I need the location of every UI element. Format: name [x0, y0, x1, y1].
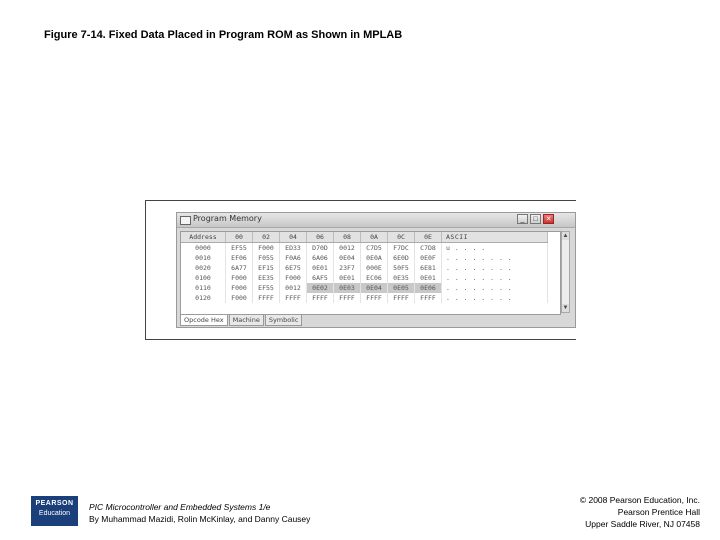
- ascii-cell[interactable]: . . . . . . . .: [442, 273, 548, 283]
- data-cell[interactable]: 0E01: [415, 273, 442, 283]
- data-cell[interactable]: 0E04: [334, 253, 361, 263]
- data-cell[interactable]: F000: [226, 283, 253, 293]
- table-row[interactable]: [181, 263, 548, 273]
- screenshot-frame: [145, 200, 576, 340]
- window-app-icon: [180, 216, 191, 225]
- data-cell[interactable]: EF55: [253, 283, 280, 293]
- copyright-line: © 2008 Pearson Education, Inc.: [579, 495, 700, 505]
- minimize-button[interactable]: _: [517, 214, 528, 224]
- window-titlebar[interactable]: [177, 213, 575, 228]
- data-cell[interactable]: F0A6: [280, 253, 307, 263]
- copyright-line: Pearson Prentice Hall: [617, 507, 700, 517]
- data-cell[interactable]: F055: [253, 253, 280, 263]
- data-cell-highlighted[interactable]: 0E05: [388, 283, 415, 293]
- data-cell[interactable]: FFFF: [307, 293, 334, 303]
- ascii-cell[interactable]: . . . . . . . .: [442, 293, 548, 303]
- data-cell[interactable]: EF15: [253, 263, 280, 273]
- data-cell[interactable]: 0012: [280, 283, 307, 293]
- data-cell[interactable]: 6A77: [226, 263, 253, 273]
- table-row[interactable]: [181, 243, 548, 254]
- data-cell[interactable]: FFFF: [361, 293, 388, 303]
- column-header[interactable]: 06: [307, 232, 334, 243]
- data-cell-highlighted[interactable]: 0E06: [415, 283, 442, 293]
- data-cell[interactable]: FFFF: [280, 293, 307, 303]
- column-header-address[interactable]: Address: [181, 232, 226, 243]
- column-header[interactable]: 0A: [361, 232, 388, 243]
- data-cell[interactable]: 6A06: [307, 253, 334, 263]
- copyright-notice: [580, 494, 700, 530]
- maximize-button[interactable]: □: [530, 214, 541, 224]
- data-cell[interactable]: 50F5: [388, 263, 415, 273]
- address-cell[interactable]: 0000: [181, 243, 226, 254]
- data-cell[interactable]: F7DC: [388, 243, 415, 254]
- address-cell[interactable]: 0100: [181, 273, 226, 283]
- data-cell[interactable]: F000: [280, 273, 307, 283]
- data-cell[interactable]: FFFF: [415, 293, 442, 303]
- book-authors: By Muhammad Mazidi, Rolin McKinlay, and Danny Causey: [89, 514, 311, 524]
- data-cell[interactable]: ED33: [280, 243, 307, 254]
- data-cell[interactable]: 0012: [334, 243, 361, 254]
- view-tabs: [180, 315, 303, 326]
- ascii-cell[interactable]: . . . . . . . .: [442, 263, 548, 273]
- program-memory-window: [176, 212, 576, 328]
- data-cell[interactable]: 0E35: [388, 273, 415, 283]
- address-cell[interactable]: 0020: [181, 263, 226, 273]
- table-row[interactable]: [181, 283, 548, 293]
- column-header[interactable]: 00: [226, 232, 253, 243]
- column-header-ascii[interactable]: ASCII: [442, 232, 548, 243]
- data-cell[interactable]: 0E0F: [415, 253, 442, 263]
- data-cell[interactable]: C7D8: [415, 243, 442, 254]
- book-title: PIC Microcontroller and Embedded Systems 1/e: [89, 502, 271, 512]
- logo-wordmark: PEARSON: [35, 500, 74, 507]
- data-cell[interactable]: 23F7: [334, 263, 361, 273]
- table-row[interactable]: [181, 273, 548, 283]
- table-row[interactable]: [181, 253, 548, 263]
- column-header[interactable]: 02: [253, 232, 280, 243]
- column-header[interactable]: 0C: [388, 232, 415, 243]
- address-cell[interactable]: 0120: [181, 293, 226, 303]
- logo-subtext: Education: [38, 510, 71, 517]
- data-cell[interactable]: 0E01: [307, 263, 334, 273]
- ascii-cell[interactable]: . . . . . . . .: [442, 283, 548, 293]
- window-title: Program Memory: [193, 214, 262, 223]
- column-header[interactable]: 04: [280, 232, 307, 243]
- copyright-line: Upper Saddle River, NJ 07458: [585, 519, 700, 529]
- tab-symbolic[interactable]: Symbolic: [265, 315, 303, 326]
- data-cell[interactable]: FFFF: [388, 293, 415, 303]
- pearson-logo: [31, 496, 78, 526]
- data-cell[interactable]: EE35: [253, 273, 280, 283]
- scroll-up-icon[interactable]: ▲: [562, 233, 569, 239]
- data-cell[interactable]: 0E0A: [361, 253, 388, 263]
- data-cell[interactable]: 6AF5: [307, 273, 334, 283]
- tab-machine[interactable]: Machine: [229, 315, 264, 326]
- data-cell[interactable]: 0E01: [334, 273, 361, 283]
- close-button[interactable]: ✕: [543, 214, 554, 224]
- ascii-cell[interactable]: u . . . .: [442, 243, 548, 254]
- data-cell[interactable]: FFFF: [334, 293, 361, 303]
- data-cell[interactable]: F000: [226, 273, 253, 283]
- slide-title: Figure 7-14. Fixed Data Placed in Program ROM as Shown in MPLAB: [44, 29, 403, 41]
- data-cell[interactable]: EF06: [226, 253, 253, 263]
- column-header[interactable]: 0E: [415, 232, 442, 243]
- data-cell[interactable]: F000: [226, 293, 253, 303]
- column-header[interactable]: 08: [334, 232, 361, 243]
- memory-grid[interactable]: [180, 231, 561, 315]
- data-cell[interactable]: FFFF: [253, 293, 280, 303]
- data-cell[interactable]: 6E81: [415, 263, 442, 273]
- data-cell[interactable]: 6E0D: [388, 253, 415, 263]
- header-row: [181, 232, 548, 243]
- address-cell[interactable]: 0010: [181, 253, 226, 263]
- data-cell[interactable]: EF55: [226, 243, 253, 254]
- data-cell[interactable]: C7D5: [361, 243, 388, 254]
- vertical-scrollbar[interactable]: [561, 231, 570, 313]
- data-cell[interactable]: D70D: [307, 243, 334, 254]
- data-cell-highlighted[interactable]: 0E02: [307, 283, 334, 293]
- data-cell-highlighted[interactable]: 0E03: [334, 283, 361, 293]
- data-cell[interactable]: 6E75: [280, 263, 307, 273]
- scroll-down-icon[interactable]: ▼: [562, 305, 569, 311]
- address-cell[interactable]: 0110: [181, 283, 226, 293]
- data-cell[interactable]: EC06: [361, 273, 388, 283]
- memory-table: [181, 232, 548, 303]
- table-row[interactable]: [181, 293, 548, 303]
- data-cell[interactable]: F000: [253, 243, 280, 254]
- ascii-cell[interactable]: . . . . . . . .: [442, 253, 548, 263]
- data-cell-highlighted[interactable]: 0E04: [361, 283, 388, 293]
- tab-opcode-hex[interactable]: Opcode Hex: [180, 315, 228, 326]
- data-cell[interactable]: 000E: [361, 263, 388, 273]
